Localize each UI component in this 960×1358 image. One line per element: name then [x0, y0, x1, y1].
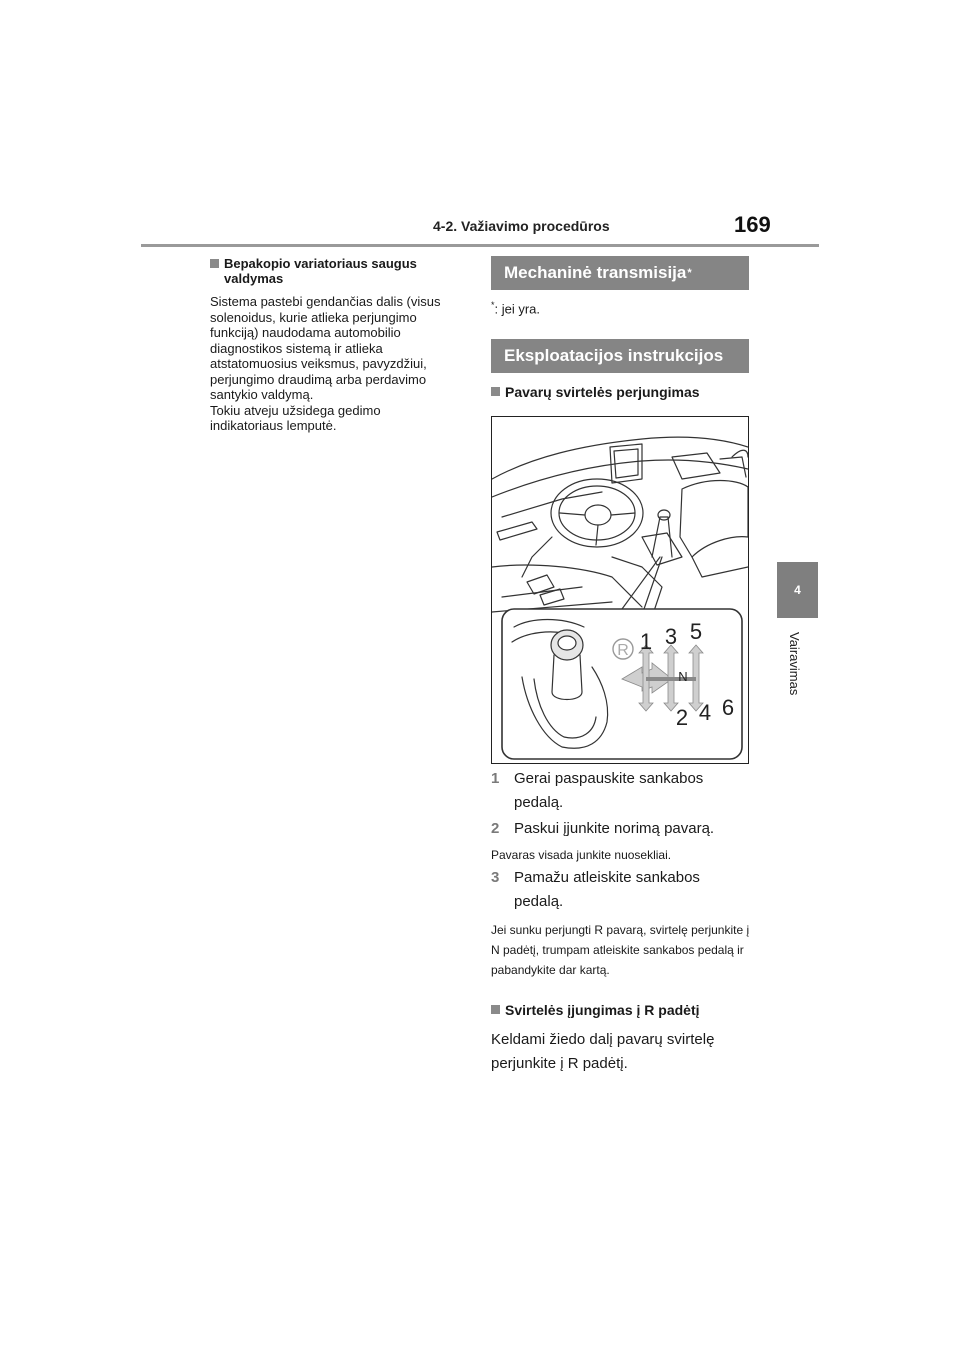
paragraph-line: solenoidus, kurie atlieka perjungimo — [210, 309, 417, 325]
asterisk-mark: * — [687, 267, 692, 279]
left-paragraph — [210, 294, 468, 434]
paragraph-line: indikatoriaus lemputė. — [210, 418, 337, 433]
gear-label-6: 6 — [721, 695, 735, 720]
gear-label-3: 3 — [664, 624, 678, 649]
section-bar-instructions: Eksploatacijos instrukcijos — [491, 339, 749, 373]
header-rule — [141, 244, 819, 247]
subheading-cvt-fail-safe: Bepakopio variatoriaus saugus valdymas — [210, 256, 468, 286]
gear-label-2: 2 — [675, 705, 689, 730]
chapter-label: Vairavimas — [787, 632, 802, 696]
left-column — [210, 256, 468, 434]
step-text: Gerai paspauskite sankabos pedalą. — [514, 770, 704, 811]
paragraph-line: Tokiu atveju užsidega gedimo — [210, 402, 381, 418]
note-step-3: Jei sunku perjungti R pavarą, svirtelę perjunkite į N padėtį, trumpam atleiskite sankabos pedalą ir pabandykite dar kartą. — [491, 923, 750, 977]
square-bullet-icon — [491, 387, 500, 396]
paragraph-line: diagnostikos sistemą ir atlieka — [210, 340, 383, 356]
gear-label-n: N — [678, 669, 688, 684]
paragraph-line: funkciją) naudodama automobilio — [210, 325, 401, 340]
paragraph-line: santykio valdymą. — [210, 387, 314, 402]
page-number: 169 — [734, 212, 771, 237]
step-number: 1 — [491, 770, 500, 787]
subheading-reverse: Svirtelės įjungimas į R padėtį — [491, 1002, 700, 1018]
square-bullet-icon — [491, 1005, 500, 1014]
detail-callout-box — [502, 609, 742, 759]
paragraph-line: perjungimo draudimą arba perdavimo — [210, 371, 427, 387]
footnote-mark: * — [491, 300, 495, 310]
gear-label-4: 4 — [698, 700, 712, 725]
step-3 — [491, 866, 753, 914]
gear-label-r: R — [617, 642, 629, 659]
step-text: Paskui įjunkite norimą pavarą. — [514, 820, 715, 837]
step-1 — [491, 767, 753, 815]
reverse-paragraph: Keldami žiedo dalį pavarų svirtelę perjunkite į R padėtį. — [491, 1031, 715, 1072]
car-interior-drawing — [492, 417, 748, 763]
step-text: Pamažu atleiskite sankabos pedalą. — [514, 869, 700, 910]
paragraph-line: atstatomuosius veiksmus, pavyzdžiui, — [210, 356, 427, 371]
section-title: 4-2. Važiavimo procedūros — [433, 218, 610, 234]
gear-shift-illustration — [491, 416, 749, 764]
gear-label-5: 5 — [689, 619, 703, 644]
square-bullet-icon — [210, 259, 219, 268]
chapter-tab: 4 — [777, 562, 818, 618]
section-bar-manual-transmission: Mechaninė transmisija * — [491, 256, 749, 290]
step-number: 3 — [491, 869, 500, 886]
step-number: 2 — [491, 820, 500, 837]
paragraph-line: Sistema pastebi gendančias dalis (visus — [210, 294, 441, 309]
footnote: *: jei yra. — [491, 300, 541, 317]
subheading-shifting: Pavarų svirtelės perjungimas — [491, 384, 700, 400]
gear-label-1: 1 — [639, 629, 653, 654]
note-step-2: Pavaras visada junkite nuosekliai. — [491, 848, 672, 862]
step-2 — [491, 817, 753, 841]
